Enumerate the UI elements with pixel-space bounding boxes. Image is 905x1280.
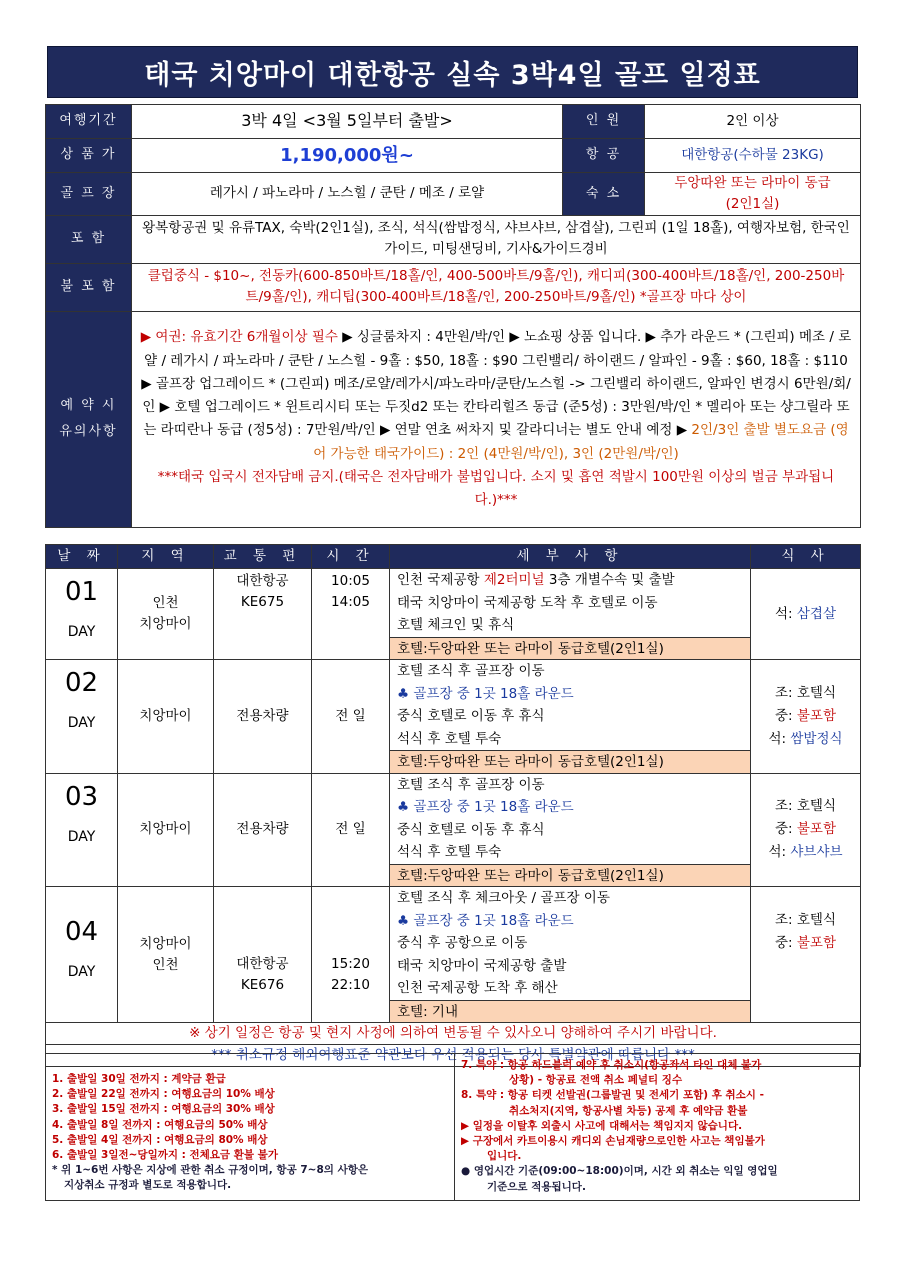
notes-label-line2: 유의사항 — [59, 424, 118, 440]
day-row-1 — [46, 569, 861, 660]
day-1-time — [312, 569, 390, 660]
transport-line: KE676 — [240, 977, 285, 994]
time-line: 14:05 — [331, 593, 370, 610]
notes-main: ▶ 싱글룸차지 : 4만원/박/인 ▶ 노쇼핑 상품 입니다. ▶ 추가 라운드 * (그린피) 메조 / 로얄 / 레가시 / 파노라마 / 쿤탄 / 노스힐 - 9홀 : $50, 18홀 : $90 그린밸리/ 하이랜드 / 알파인 - 9홀 : $60, 18홀 : $110 ▶ 골프장 업그레이드 * (그린피) 메조/로얄/레가시/파노라마/쿤탄/노스힐 -> 그린밸리 하이랜드, 알파인 변경시 6만원/회/인 ▶ 호텔 업그레이드 * 윈트리시티 또는 두짓d2 또는 칸타리힐즈 동급 (준5성) : 3만원/박/인 * 멜리아 또는 샹그릴라 또는 라띠란나 동급 (정5성) : 7만원/박/인 ▶ 연말 연초 써차지 및 갈라디너는 별도 안내 예정 ▶ — [141, 329, 852, 439]
special-rule: 7. 특약 : 항공 하드블럭 예약 후 취소시(항공좌석 타인 대체 불가 — [461, 1059, 762, 1071]
hotel-value — [645, 173, 861, 216]
header-meal: 식 사 — [751, 545, 861, 569]
include-label: 포 함 — [46, 215, 132, 263]
transport-line: 대한항공 — [236, 956, 289, 973]
day-row-2 — [46, 660, 861, 774]
transport-line: KE675 — [240, 593, 285, 610]
detail-line: 석식 후 호텔 투숙 — [397, 844, 502, 860]
hotel-value-line2: (2인1실) — [725, 195, 780, 212]
exclude-value: 클럽중식 - $10~, 전동카(600-850바트/18홀/인, 400-500바트/9홀/인), 캐디피(300-400바트/18홀/인, 200-250바트/9홀/인), 캐디팁(300-400바트/18홀/인, 200-250바트/9홀/인) *골프장 마다 상이 — [132, 263, 861, 311]
detail-line: 호텔 체크인 및 휴식 — [397, 617, 515, 633]
day-number: 02 — [64, 668, 99, 698]
cancellation-rules-left — [46, 1054, 454, 1200]
day-1-region — [118, 569, 214, 660]
cancellation-rules-right — [454, 1054, 859, 1200]
golf-round-line: ♣ 골프장 중 1곳 18홀 라운드 — [397, 799, 574, 815]
cancel-note: 지상취소 규정과 별도로 적용합니다. — [64, 1179, 232, 1192]
notes-label-line1: 예 약 시 — [60, 398, 117, 414]
notes-value — [132, 311, 861, 527]
detail-line: 태국 치앙마이 국제공항 도착 후 호텔로 이동 — [397, 594, 658, 611]
detail-line: 중식 호텔로 이동 후 휴식 — [397, 708, 545, 724]
detail-line: 호텔 조식 후 골프장 이동 — [397, 776, 545, 793]
meal-label: 중: — [774, 707, 797, 724]
cancel-rule: 4. 출발일 8일 전까지 : 여행요금의 50% 배상 — [52, 1118, 268, 1131]
hotel-line: 호텔:두앙따완 또는 라마이 동급호텔(2인1실) — [390, 637, 750, 660]
day-1-meal — [751, 569, 861, 660]
special-rule: 기준으로 적용됩니다. — [487, 1180, 586, 1193]
airline-label: 항 공 — [563, 139, 645, 173]
period-value: 3박 4일 <3월 5일부터 출발> — [132, 105, 563, 139]
special-rule: ▶ 일정을 이탈후 외출시 사고에 대해서는 책임지지 않습니다. — [461, 1119, 743, 1132]
airline-value: 대한항공(수하물 23KG) — [645, 139, 861, 173]
hotel-value-line1: 두앙따완 또는 라마이 동급 — [674, 175, 831, 191]
detail-line: 인천 국제공항 도착 후 해산 — [397, 980, 558, 996]
special-rule: ▶ 구장에서 카트이용시 캐디외 손님재량으로인한 사고는 책임불가 — [461, 1135, 765, 1148]
info-table — [45, 104, 861, 528]
include-value: 왕복항공권 및 유류TAX, 숙박(2인1실), 조식, 석식(쌈밥정식, 샤브샤브, 삼겹살), 그린피 (1일 18홀), 여행자보험, 한국인가이드, 미팅샌딩비, 기사&가이드경비 — [132, 215, 861, 263]
detail-line: 호텔 조식 후 체크아웃 / 골프장 이동 — [397, 890, 610, 906]
day-4-meal — [751, 887, 861, 1023]
detail-line: 중식 후 공항으로 이동 — [397, 935, 528, 951]
special-rule: 취소처지(지역, 항공사별 차등) 공제 후 예약금 환불 — [509, 1104, 748, 1117]
day-2-details — [390, 660, 751, 774]
notes-label — [46, 311, 132, 527]
transport-line: 대한항공 — [236, 573, 289, 589]
golf-round-line: ♣ 골프장 중 1곳 18홀 라운드 — [397, 685, 574, 702]
day-number: 04 — [64, 917, 99, 947]
meal-value: 삼겹살 — [796, 605, 836, 622]
cancel-rule: 2. 출발일 22일 전까지 : 여행요금의 10% 배상 — [52, 1088, 275, 1101]
header-detail: 세 부 사 항 — [390, 545, 751, 569]
meal-value: 샤브샤브 — [790, 844, 843, 861]
day-4-transport — [214, 887, 312, 1023]
region-line: 인천 — [152, 956, 179, 973]
notes-small-group: 2인/3인 출발 별도요금 (영어 가능한 태국가이드) : 2인 (4만원/박/인), 3인 (2만원/박/인) — [313, 422, 849, 462]
special-rule: 입니다. — [487, 1150, 522, 1163]
meal-value: 불포함 — [796, 707, 836, 724]
golf-label: 골 프 장 — [46, 173, 132, 216]
cancel-note: * 위 1~6번 사항은 지상에 관한 취소 규정이며, 항공 7~8의 사항은 — [52, 1164, 368, 1177]
day-4-cell — [46, 887, 118, 1023]
day-word: DAY — [67, 828, 96, 845]
meal-label: 석: — [774, 605, 797, 622]
day-row-4 — [46, 887, 861, 1023]
day-2-region: 치앙마이 — [118, 660, 214, 774]
time-line: 15:20 — [331, 956, 370, 973]
day-2-meal — [751, 660, 861, 774]
meal-value: 불포함 — [796, 934, 836, 951]
special-rule: ● 영업시간 기준(09:00~18:00)이며, 시간 외 취소는 익일 영업일 — [461, 1165, 778, 1178]
day-4-region — [118, 887, 214, 1023]
people-label: 인 원 — [563, 105, 645, 139]
day-3-time: 전 일 — [312, 773, 390, 887]
day-1-cell — [46, 569, 118, 660]
day-1-details — [390, 569, 751, 660]
day-3-cell — [46, 773, 118, 887]
cancel-rule: 3. 출발일 15일 전까지 : 여행요금의 30% 배상 — [52, 1103, 275, 1116]
meal-value: 호텔식 — [796, 798, 836, 815]
meal-value: 불포함 — [796, 821, 836, 838]
hotel-line: 호텔: 기내 — [390, 1000, 750, 1023]
cancel-rule: 6. 출발일 3일전~당일까지 : 전체요금 환불 불가 — [52, 1149, 278, 1162]
day-3-transport: 전용차량 — [214, 773, 312, 887]
day-2-cell — [46, 660, 118, 774]
meal-label: 조: — [774, 912, 797, 928]
title-bar — [47, 46, 858, 98]
schedule-table — [45, 544, 861, 1067]
detail-line: 호텔 조식 후 골프장 이동 — [397, 663, 545, 679]
hotel-line: 호텔:두앙따완 또는 라마이 동급호텔(2인1실) — [390, 864, 750, 887]
time-line: 22:10 — [331, 977, 370, 994]
golf-value: 레가시 / 파노라마 / 노스힐 / 쿤탄 / 메조 / 로얄 — [132, 173, 563, 216]
detail-line: 태국 치앙마이 국제공항 출발 — [397, 957, 567, 974]
header-region: 지 역 — [118, 545, 214, 569]
meal-label: 석: — [768, 730, 791, 747]
exclude-label: 불 포 함 — [46, 263, 132, 311]
detail-line: 석식 후 호텔 투숙 — [397, 730, 502, 747]
people-value: 2인 이상 — [645, 105, 861, 139]
cancel-rule: 5. 출발일 4일 전까지 : 여행요금의 80% 배상 — [52, 1133, 268, 1146]
day-2-transport: 전용차량 — [214, 660, 312, 774]
meal-value: 쌈밥정식 — [790, 730, 843, 747]
cancel-policy-notice: *** 취소규정 해외여행표준 약관보다 우선 적용되는 당사 특별약관에 따릅니다 *** — [46, 1044, 861, 1066]
detail-text: 인천 국제공항 — [397, 572, 484, 588]
detail-line: 중식 호텔로 이동 후 휴식 — [397, 821, 545, 838]
day-3-details — [390, 773, 751, 887]
meal-label: 중: — [774, 934, 797, 951]
detail-line — [390, 569, 750, 592]
meal-value: 호텔식 — [796, 684, 836, 701]
header-transport: 교 통 편 — [214, 545, 312, 569]
cancellation-policy-box — [45, 1053, 860, 1201]
day-number: 01 — [64, 577, 99, 607]
cancel-rule: 1. 출발일 30일 전까지 : 계약금 환급 — [52, 1073, 226, 1085]
day-row-3 — [46, 773, 861, 887]
special-rule: 8. 특약 : 항공 티켓 선발권(그룹발권 및 전세기 포함) 후 취소시 - — [461, 1089, 764, 1102]
meal-label: 중: — [774, 821, 797, 838]
day-word: DAY — [67, 715, 96, 732]
time-line: 10:05 — [331, 573, 370, 589]
schedule-change-notice: ※ 상기 일정은 항공 및 현지 사정에 의하여 변동될 수 있사오니 양해하여 주시기 바랍니다. — [46, 1023, 861, 1045]
hotel-line: 호텔:두앙따완 또는 라마이 동급호텔(2인1실) — [390, 750, 750, 773]
price-value: 1,190,000원~ — [132, 139, 563, 173]
special-rule: 상황) - 항공료 전액 취소 페널티 징수 — [509, 1074, 683, 1087]
page-title: 태국 치앙마이 대한항공 실속 3박4일 골프 일정표 — [144, 59, 761, 91]
header-time: 시 간 — [312, 545, 390, 569]
period-label: 여행기간 — [46, 105, 132, 139]
day-2-time: 전 일 — [312, 660, 390, 774]
region-line: 인천 — [152, 595, 179, 612]
meal-label: 석: — [768, 844, 791, 861]
price-label: 상 품 가 — [46, 139, 132, 173]
golf-round-line: ♣ 골프장 중 1곳 18홀 라운드 — [397, 912, 574, 929]
terminal-highlight: 제2터미널 — [483, 572, 545, 588]
day-4-details — [390, 887, 751, 1023]
meal-label: 조: — [774, 684, 797, 701]
region-line: 치앙마이 — [139, 616, 192, 632]
day-word: DAY — [67, 624, 96, 641]
day-3-region: 치앙마이 — [118, 773, 214, 887]
day-3-meal — [751, 773, 861, 887]
detail-text: 3층 개별수속 및 출발 — [544, 572, 675, 588]
notes-passport: ▶ 여권: 유효기간 6개월이상 필수 — [140, 329, 338, 346]
day-number: 03 — [64, 781, 99, 812]
notes-warning: ***태국 입국시 전자담배 금지.(태국은 전자담배가 불법입니다. 소지 및 흡연 적발시 100만원 이상의 벌금 부과됩니다.)*** — [157, 468, 835, 508]
hotel-label: 숙 소 — [563, 173, 645, 216]
day-1-transport — [214, 569, 312, 660]
region-line: 치앙마이 — [139, 935, 192, 952]
day-word: DAY — [67, 964, 96, 981]
header-date: 날 짜 — [46, 545, 118, 569]
meal-label: 조: — [774, 798, 797, 815]
meal-value: 호텔식 — [796, 912, 836, 928]
day-4-time — [312, 887, 390, 1023]
